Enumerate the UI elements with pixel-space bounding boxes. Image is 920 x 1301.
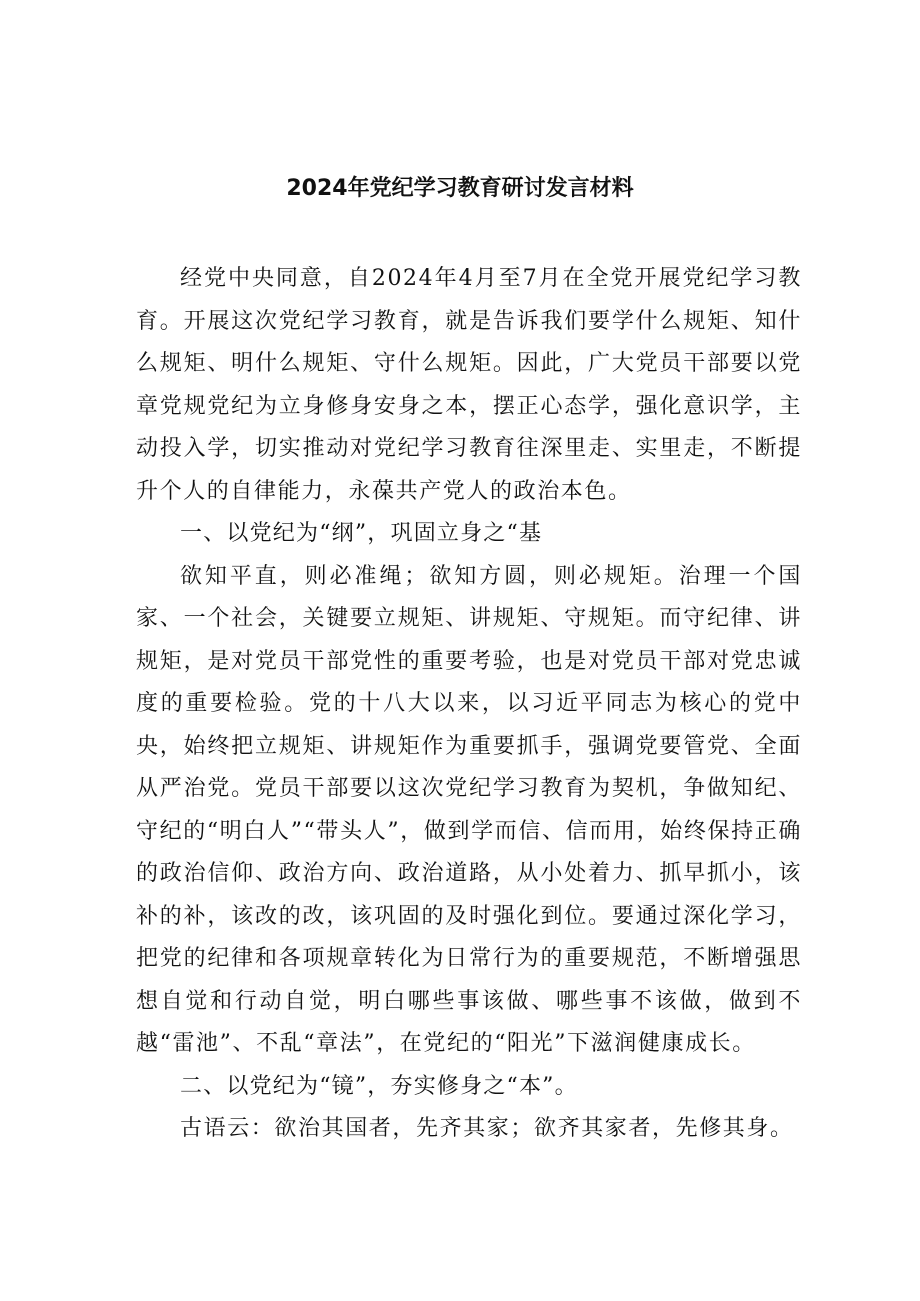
section-heading-1: 一、以党纪为“纲”，巩固立身之“基 xyxy=(180,521,543,546)
document-body xyxy=(136,258,802,1151)
paragraph-section-1: 欲知平直，则必准绳；欲知方圆，则必规矩。治理一个国家、一个社会，关键要立规矩、讲规矩、守规矩。而守纪律、讲规矩，是对党员干部党性的重要考验，也是对党员干部对党忠诚度的重要检验。党的十八大以来，以习近平同志为核心的党中央，始终把立规矩、讲规矩作为重要抓手，强调党要管党、全面从严治党。党员干部要以这次党纪学习教育为契机，争做知纪、守纪的“明白人”“带头人”，做到学而信、信而用，始终保持正确的政治信仰、政治方向、政治道路，从小处着力、抓早抓小，该补的补，该改的改，该巩固的及时强化到位。要通过深化学习，把党的纪律和各项规章转化为日常行为的重要规范，不断增强思想自觉和行动自觉，明白哪些事该做、哪些事不该做，做到不越“雷池”、不乱“章法”，在党纪的“阳光”下滋润健康成长。 xyxy=(136,563,802,1056)
paragraph-section-2: 古语云：欲治其国者，先齐其家；欲齐其家者，先修其身。 xyxy=(180,1116,794,1141)
section-heading-2: 二、以党纪为“镜”，夯实修身之“本”。 xyxy=(180,1073,578,1099)
document-title: 2024年党纪学习教育研讨发言材料 xyxy=(286,176,634,201)
paragraph-intro: 经党中央同意，自2024年4月至7月在全党开展党纪学习教育。开展这次党纪学习教育，就是告诉我们要学什么规矩、知什么规矩、明什么规矩、守什么规矩。因此，广大党员干部要以党章党规党纪为立身修身安身之本，摆正心态学，强化意识学，主动投入学，切实推动对党纪学习教育往深里走、实里走，不断提升个人的自律能力，永葆共产党人的政治本色。 xyxy=(136,266,802,504)
